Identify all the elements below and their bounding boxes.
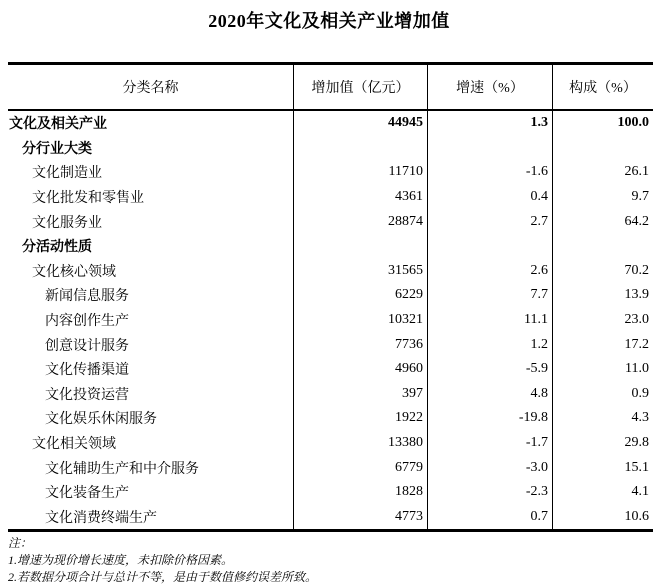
row-value: 28874 — [293, 209, 427, 234]
row-growth — [427, 136, 552, 161]
row-name: 文化制造业 — [32, 166, 102, 182]
row-value — [293, 136, 427, 161]
row-name: 内容创作生产 — [45, 314, 129, 330]
row-growth — [427, 234, 552, 259]
table-header-row — [8, 65, 653, 111]
row-share: 29.8 — [552, 431, 653, 456]
row-name: 文化消费终端生产 — [45, 510, 157, 526]
table-row — [8, 406, 653, 431]
row-share: 11.0 — [552, 357, 653, 382]
table-row — [8, 136, 653, 161]
row-share: 26.1 — [552, 160, 653, 185]
row-share: 10.6 — [552, 505, 653, 530]
row-name: 文化装备生产 — [45, 486, 129, 502]
row-name: 文化娱乐休闲服务 — [45, 412, 157, 428]
row-name: 分行业大类 — [22, 141, 92, 157]
row-growth: 4.8 — [427, 382, 552, 407]
row-growth: 0.4 — [427, 185, 552, 210]
row-growth: -3.0 — [427, 455, 552, 480]
table-row — [8, 111, 653, 136]
row-value: 11710 — [293, 160, 427, 185]
row-share: 0.9 — [552, 382, 653, 407]
table-row — [8, 259, 653, 284]
table-row — [8, 332, 653, 357]
row-growth: -5.9 — [427, 357, 552, 382]
row-share: 100.0 — [552, 111, 653, 136]
row-value: 13380 — [293, 431, 427, 456]
footnote-item: 2.若数据分项合计与总计不等，是由于数值修约误差所致。 — [8, 570, 318, 585]
row-name: 文化服务业 — [32, 215, 102, 231]
row-name: 文化相关领域 — [32, 437, 116, 453]
row-share: 23.0 — [552, 308, 653, 333]
table-row — [8, 505, 653, 530]
row-name: 分活动性质 — [22, 240, 92, 256]
table-row — [8, 209, 653, 234]
table-row — [8, 283, 653, 308]
row-value — [293, 234, 427, 259]
row-growth: 1.2 — [427, 332, 552, 357]
row-share: 17.2 — [552, 332, 653, 357]
footnote-item: 1.增速为现价增长速度，未扣除价格因素。 — [8, 553, 234, 568]
row-name: 文化传播渠道 — [45, 363, 129, 379]
row-growth: -2.3 — [427, 480, 552, 505]
row-value: 397 — [293, 382, 427, 407]
row-growth: 1.3 — [427, 111, 552, 136]
row-share: 13.9 — [552, 283, 653, 308]
footnotes — [8, 535, 658, 586]
table-row — [8, 431, 653, 456]
row-name: 创意设计服务 — [45, 338, 129, 354]
row-growth: -1.7 — [427, 431, 552, 456]
table-row — [8, 234, 653, 259]
row-growth: 2.6 — [427, 259, 552, 284]
row-name: 文化批发和零售业 — [32, 191, 144, 207]
row-value: 4361 — [293, 185, 427, 210]
row-value: 4960 — [293, 357, 427, 382]
table-row — [8, 357, 653, 382]
row-growth: 11.1 — [427, 308, 552, 333]
row-share: 4.1 — [552, 480, 653, 505]
row-share: 64.2 — [552, 209, 653, 234]
table-row — [8, 308, 653, 333]
row-share: 70.2 — [552, 259, 653, 284]
row-value: 7736 — [293, 332, 427, 357]
row-value: 44945 — [293, 111, 427, 136]
row-value: 31565 — [293, 259, 427, 284]
row-value: 1828 — [293, 480, 427, 505]
footnote-label: 注： — [8, 536, 33, 551]
row-growth: 0.7 — [427, 505, 552, 530]
header-cell-value-added: 增加值（亿元） — [293, 65, 427, 109]
row-growth: -1.6 — [427, 160, 552, 185]
row-value: 4773 — [293, 505, 427, 530]
header-cell-category: 分类名称 — [122, 81, 179, 96]
data-table — [8, 62, 653, 532]
row-share: 9.7 — [552, 185, 653, 210]
row-value: 6229 — [293, 283, 427, 308]
table-row — [8, 185, 653, 210]
row-growth: 2.7 — [427, 209, 552, 234]
row-share: 15.1 — [552, 455, 653, 480]
page-title: 2020年文化及相关产业增加值 — [208, 11, 450, 31]
header-cell-growth: 增速（%） — [427, 65, 552, 109]
row-value: 1922 — [293, 406, 427, 431]
row-name: 文化核心领域 — [32, 264, 116, 280]
row-share — [552, 234, 653, 259]
row-name: 文化投资运营 — [45, 387, 129, 403]
row-growth: -19.8 — [427, 406, 552, 431]
table-row — [8, 480, 653, 505]
row-share: 4.3 — [552, 406, 653, 431]
row-growth: 7.7 — [427, 283, 552, 308]
row-name: 新闻信息服务 — [45, 289, 129, 305]
table-row — [8, 382, 653, 407]
header-cell-share: 构成（%） — [552, 65, 653, 109]
row-value: 10321 — [293, 308, 427, 333]
row-name: 文化辅助生产和中介服务 — [45, 461, 199, 477]
table-row — [8, 455, 653, 480]
row-share — [552, 136, 653, 161]
row-value: 6779 — [293, 455, 427, 480]
table-body — [8, 111, 653, 529]
table-row — [8, 160, 653, 185]
row-name: 文化及相关产业 — [9, 117, 107, 133]
